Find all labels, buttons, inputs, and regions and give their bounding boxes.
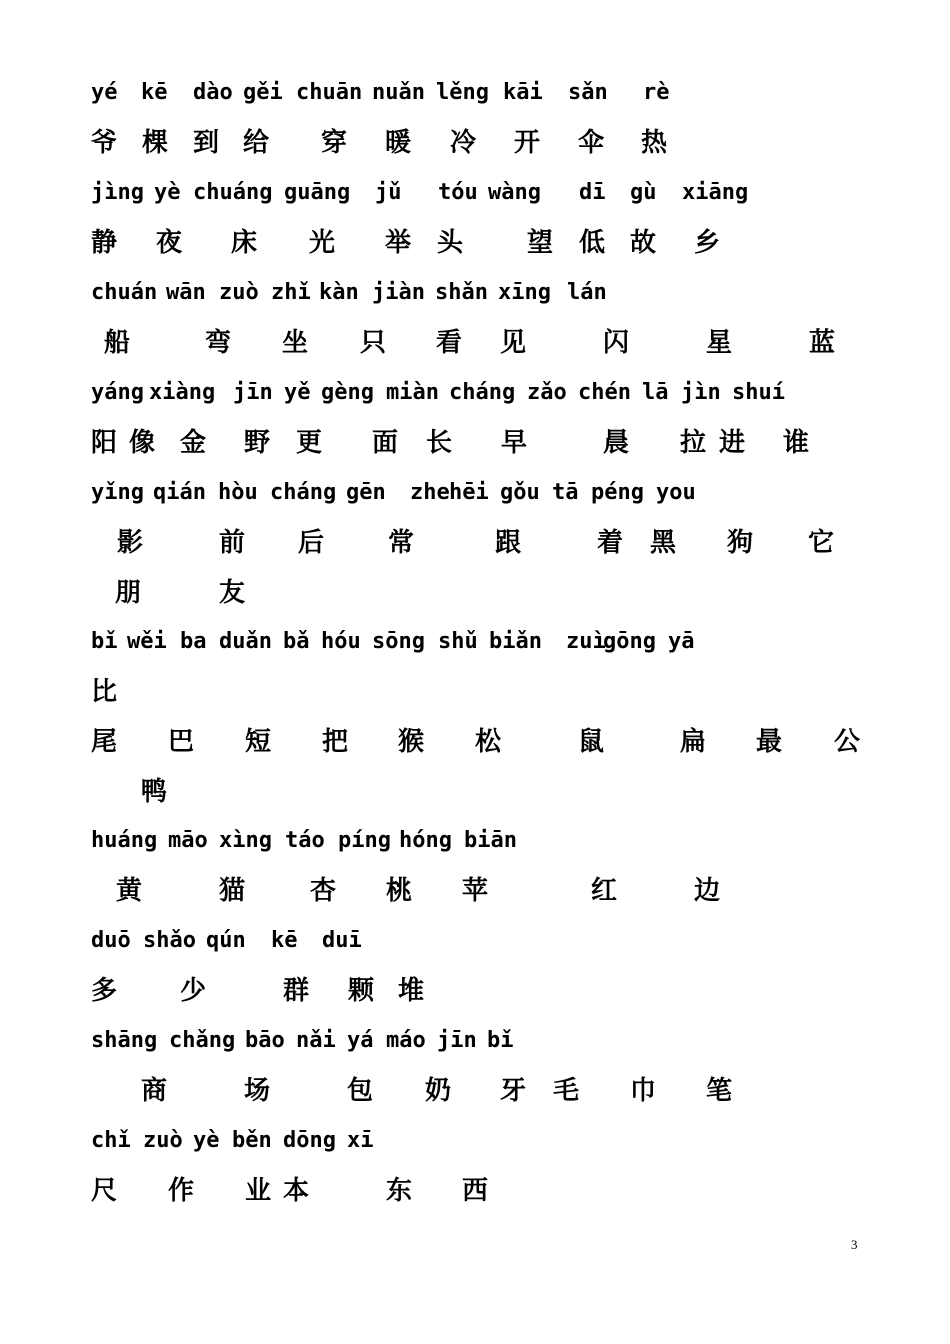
hanzi-character: 公 (834, 727, 861, 757)
hanzi-character: 早 (501, 428, 528, 458)
hanzi-character: 苹 (462, 876, 489, 906)
hanzi-row (0, 330, 950, 370)
pinyin-syllable: duī (322, 928, 362, 953)
pinyin-syllable: yā (668, 629, 695, 654)
hanzi-row (0, 978, 950, 1018)
hanzi-character: 朋 (115, 578, 142, 608)
pinyin-syllable: tóu (438, 180, 478, 205)
pinyin-syllable: you (656, 480, 696, 505)
hanzi-character: 爷 (91, 128, 118, 158)
hanzi-character: 长 (426, 428, 453, 458)
hanzi-character: 最 (756, 727, 783, 757)
hanzi-character: 伞 (578, 128, 605, 158)
pinyin-syllable: xīng (498, 280, 551, 305)
hanzi-character: 短 (245, 727, 272, 757)
pinyin-syllable: kàn (319, 280, 359, 305)
hanzi-character: 把 (322, 727, 349, 757)
hanzi-character: 面 (372, 428, 399, 458)
hanzi-character: 像 (129, 428, 156, 458)
hanzi-row (0, 679, 950, 719)
pinyin-syllable: biǎn (489, 629, 542, 654)
hanzi-character: 野 (244, 428, 271, 458)
hanzi-character: 船 (104, 328, 131, 358)
hanzi-row (0, 729, 950, 769)
hanzi-character: 杏 (310, 876, 337, 906)
hanzi-character: 比 (91, 677, 118, 707)
pinyin-syllable: zuò (219, 280, 259, 305)
pinyin-row (0, 830, 950, 870)
pinyin-row (0, 930, 950, 970)
pinyin-syllable: yě (284, 380, 311, 405)
pinyin-syllable: zhǐ (271, 280, 311, 305)
page-number: 3 (851, 1237, 858, 1252)
pinyin-syllable: hóu (321, 629, 361, 654)
hanzi-character: 鸭 (141, 777, 168, 807)
pinyin-syllable: lán (567, 280, 607, 305)
hanzi-character: 前 (219, 528, 246, 558)
pinyin-syllable: chén (578, 380, 631, 405)
pinyin-syllable: péng (591, 480, 644, 505)
hanzi-character: 给 (243, 128, 270, 158)
hanzi-character: 鼠 (578, 727, 605, 757)
pinyin-syllable: duō (91, 928, 131, 953)
hanzi-character: 闪 (603, 328, 630, 358)
pinyin-row (0, 1030, 950, 1070)
hanzi-character: 作 (168, 1176, 195, 1206)
hanzi-character: 星 (706, 328, 733, 358)
hanzi-character: 桃 (386, 876, 413, 906)
pinyin-syllable: lā (642, 380, 669, 405)
hanzi-character: 狗 (727, 528, 754, 558)
pinyin-syllable: máo (386, 1028, 426, 1053)
pinyin-syllable: yá (347, 1028, 374, 1053)
pinyin-syllable: hóng (399, 828, 452, 853)
pinyin-syllable: zuì (566, 629, 606, 654)
hanzi-character: 多 (91, 976, 118, 1006)
pinyin-syllable: nuǎn (372, 80, 425, 105)
hanzi-character: 奶 (425, 1076, 452, 1106)
pinyin-syllable: qún (206, 928, 246, 953)
pinyin-syllable: zǎo (527, 380, 567, 405)
hanzi-character: 巴 (168, 727, 195, 757)
pinyin-syllable: hòu (218, 480, 258, 505)
hanzi-row (0, 580, 950, 620)
pinyin-syllable: jǔ (375, 180, 402, 205)
hanzi-character: 尺 (91, 1176, 118, 1206)
pinyin-syllable: gù (630, 180, 657, 205)
pinyin-syllable: biān (464, 828, 517, 853)
pinyin-syllable: bǎ (283, 629, 310, 654)
hanzi-character: 阳 (91, 428, 118, 458)
hanzi-character: 黄 (116, 876, 143, 906)
pinyin-syllable: shuí (732, 380, 785, 405)
hanzi-row (0, 878, 950, 918)
pinyin-syllable: chǐ (91, 1128, 131, 1153)
hanzi-character: 西 (462, 1176, 489, 1206)
hanzi-row (0, 1178, 950, 1218)
hanzi-character: 弯 (205, 328, 232, 358)
hanzi-row (0, 530, 950, 570)
hanzi-character: 着 (597, 528, 624, 558)
pinyin-syllable: kē (141, 80, 168, 105)
pinyin-syllable: gōng (603, 629, 656, 654)
pinyin-syllable: zuò (143, 1128, 183, 1153)
hanzi-character: 举 (385, 228, 412, 258)
hanzi-character: 蓝 (809, 328, 836, 358)
pinyin-syllable: rè (643, 80, 670, 105)
hanzi-character: 尾 (91, 727, 118, 757)
pinyin-syllable: xìng (219, 828, 272, 853)
pinyin-syllable: shǔ (438, 629, 478, 654)
pinyin-syllable: dào (193, 80, 233, 105)
pinyin-syllable: shǎn (435, 280, 488, 305)
hanzi-character: 毛 (553, 1076, 580, 1106)
hanzi-character: 热 (641, 128, 668, 158)
hanzi-character: 进 (719, 428, 746, 458)
pinyin-syllable: wěi (127, 629, 167, 654)
hanzi-character: 见 (500, 328, 527, 358)
hanzi-character: 商 (141, 1076, 168, 1106)
pinyin-syllable: wān (166, 280, 206, 305)
pinyin-syllable: yáng (91, 380, 144, 405)
hanzi-character: 跟 (495, 528, 522, 558)
pinyin-syllable: bāo (245, 1028, 285, 1053)
pinyin-syllable: bǐ (487, 1028, 514, 1053)
pinyin-syllable: tā (552, 480, 579, 505)
hanzi-character: 少 (180, 976, 207, 1006)
hanzi-character: 影 (117, 528, 144, 558)
pinyin-syllable: cháng (449, 380, 516, 405)
hanzi-character: 开 (514, 128, 541, 158)
pinyin-syllable: jiàn (372, 280, 425, 305)
hanzi-character: 到 (193, 128, 220, 158)
pinyin-syllable: cháng (270, 480, 337, 505)
pinyin-syllable: gèng (321, 380, 374, 405)
pinyin-syllable: zhe (410, 480, 450, 505)
pinyin-syllable: huáng (91, 828, 158, 853)
hanzi-character: 坐 (282, 328, 309, 358)
hanzi-character: 东 (386, 1176, 413, 1206)
hanzi-character: 友 (219, 578, 246, 608)
hanzi-character: 谁 (783, 428, 810, 458)
hanzi-character: 牙 (500, 1076, 527, 1106)
pinyin-syllable: gǒu (500, 480, 540, 505)
hanzi-character: 黑 (650, 528, 677, 558)
hanzi-row (0, 779, 950, 819)
pinyin-row (0, 631, 950, 671)
pinyin-syllable: sōng (372, 629, 425, 654)
pinyin-syllable: nǎi (296, 1028, 336, 1053)
pinyin-syllable: jīn (437, 1028, 477, 1053)
pinyin-syllable: xiāng (682, 180, 749, 205)
pinyin-syllable: dōng (283, 1128, 336, 1153)
pinyin-syllable: bǐ (91, 629, 118, 654)
pinyin-row (0, 82, 950, 122)
pinyin-syllable: yǐng (91, 480, 144, 505)
hanzi-character: 更 (296, 428, 323, 458)
pinyin-row (0, 482, 950, 522)
hanzi-character: 头 (437, 228, 464, 258)
pinyin-row (0, 282, 950, 322)
pinyin-syllable: chuán (91, 280, 158, 305)
hanzi-character: 乡 (694, 228, 721, 258)
hanzi-row (0, 430, 950, 470)
hanzi-character: 光 (309, 228, 336, 258)
pinyin-syllable: māo (168, 828, 208, 853)
hanzi-character: 笔 (706, 1076, 733, 1106)
hanzi-character: 拉 (680, 428, 707, 458)
hanzi-character: 包 (347, 1076, 374, 1106)
hanzi-character: 故 (630, 228, 657, 258)
pinyin-syllable: chǎng (169, 1028, 236, 1053)
hanzi-character: 常 (388, 528, 415, 558)
hanzi-character: 只 (360, 328, 387, 358)
pinyin-syllable: jìng (91, 180, 144, 205)
hanzi-character: 穿 (321, 128, 348, 158)
hanzi-character: 它 (808, 528, 835, 558)
pinyin-syllable: duǎn (219, 629, 272, 654)
pinyin-syllable: chuān (296, 80, 363, 105)
hanzi-character: 堆 (398, 976, 425, 1006)
pinyin-syllable: shāng (91, 1028, 158, 1053)
hanzi-character: 松 (475, 727, 502, 757)
pinyin-syllable: gěi (243, 80, 283, 105)
hanzi-character: 低 (579, 228, 606, 258)
pinyin-syllable: běn (232, 1128, 272, 1153)
pinyin-row (0, 1130, 950, 1170)
hanzi-character: 看 (436, 328, 463, 358)
hanzi-character: 夜 (156, 228, 183, 258)
pinyin-syllable: chuáng (193, 180, 273, 205)
pinyin-syllable: xī (347, 1128, 374, 1153)
pinyin-syllable: yè (154, 180, 181, 205)
hanzi-character: 群 (283, 976, 310, 1006)
pinyin-syllable: qián (153, 480, 206, 505)
pinyin-syllable: wàng (488, 180, 541, 205)
hanzi-character: 业 (245, 1176, 272, 1206)
hanzi-character: 红 (591, 876, 618, 906)
pinyin-syllable: yè (193, 1128, 220, 1153)
hanzi-character: 床 (231, 228, 258, 258)
pinyin-syllable: yé (91, 80, 118, 105)
pinyin-syllable: ba (180, 629, 207, 654)
hanzi-character: 棵 (142, 128, 169, 158)
hanzi-character: 后 (298, 528, 325, 558)
hanzi-character: 场 (244, 1076, 271, 1106)
pinyin-syllable: sǎn (568, 80, 608, 105)
hanzi-character: 扁 (680, 727, 707, 757)
pinyin-syllable: shǎo (143, 928, 196, 953)
hanzi-row (0, 1078, 950, 1118)
hanzi-row (0, 130, 950, 170)
pinyin-syllable: guāng (284, 180, 351, 205)
pinyin-row (0, 382, 950, 422)
hanzi-character: 猴 (398, 727, 425, 757)
hanzi-character: 颗 (348, 976, 375, 1006)
pinyin-syllable: miàn (386, 380, 439, 405)
hanzi-character: 冷 (450, 128, 477, 158)
pinyin-syllable: gēn (346, 480, 386, 505)
pinyin-syllable: kāi (503, 80, 543, 105)
pinyin-syllable: jìn (681, 380, 721, 405)
hanzi-character: 静 (91, 228, 118, 258)
hanzi-character: 猫 (219, 876, 246, 906)
pinyin-syllable: hēi (449, 480, 489, 505)
pinyin-syllable: táo (285, 828, 325, 853)
hanzi-character: 暖 (385, 128, 412, 158)
hanzi-character: 边 (694, 876, 721, 906)
hanzi-character: 望 (527, 228, 554, 258)
hanzi-character: 金 (180, 428, 207, 458)
hanzi-character: 本 (283, 1176, 310, 1206)
hanzi-row (0, 230, 950, 270)
pinyin-syllable: jīn (233, 380, 273, 405)
hanzi-character: 巾 (630, 1076, 657, 1106)
pinyin-row (0, 182, 950, 222)
pinyin-syllable: kē (271, 928, 298, 953)
pinyin-syllable: píng (338, 828, 391, 853)
hanzi-character: 晨 (603, 428, 630, 458)
pinyin-syllable: lěng (436, 80, 489, 105)
pinyin-syllable: dī (579, 180, 606, 205)
pinyin-syllable: xiàng (149, 380, 216, 405)
